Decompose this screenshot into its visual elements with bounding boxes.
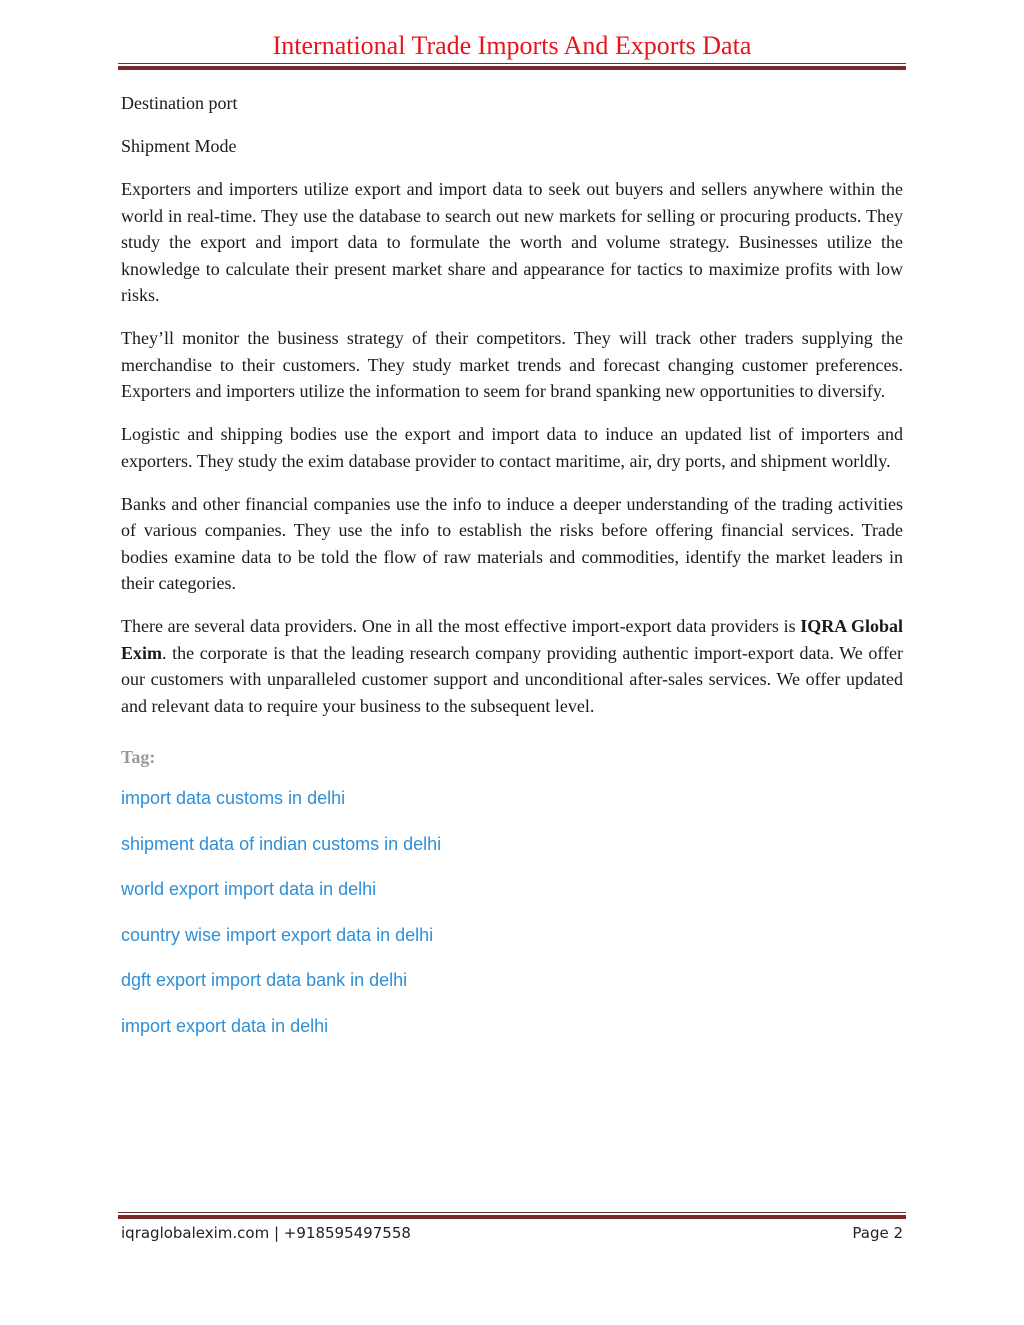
tag-label: Tag: (121, 747, 156, 767)
tag-link-dgft-export-import-data-bank[interactable]: dgft export import data bank in delhi (121, 970, 408, 990)
paragraph-data-providers (121, 613, 903, 719)
tag-link-import-data-customs[interactable]: import data customs in delhi (121, 788, 346, 808)
paragraph-logistics: Logistic and shipping bodies use the export and import data to induce an updated list of importers and exporters. They study the exim database provider to contact maritime, air, dry ports, and shipment worldly. (121, 424, 903, 471)
tag-link-country-wise-import-export[interactable]: country wise import export data in delhi (121, 924, 434, 945)
paragraph-exporters-importers: Exporters and importers utilize export and import data to seek out buyers and sellers anywhere within the world in real-time. They use the database to search out new markets for selling or procuring products. They study the export and import data to formulate the worth and volume strategy. Businesses utilize the knowledge to calculate their present market share and appearance for tactics to maximize profits with low risks. (121, 179, 903, 305)
paragraph-data-providers-rest: . the corporate is that the leading research company providing authentic import-export data. We offer our customers with unparalleled customer support and unconditional after-sales services. We offer updated and relevant data to require your business to the subsequent level. (121, 642, 903, 716)
tag-link-world-export-import-data[interactable]: world export import data in delhi (121, 879, 377, 899)
tag-link-import-export-data[interactable]: import export data in delhi (121, 1015, 329, 1036)
paragraph-competitors: They’ll monitor the business strategy of their competitors. They will track other traders supplying the merchandise to their customers. They study market trends and forecast changing customer preferences. Exporters and importers utilize the information to seem for brand spanking new opportunities to diversify. (121, 328, 903, 401)
shipment-mode-line: Shipment Mode (121, 136, 237, 156)
footer-contact: iqraglobalexim.com | +918595497558 (121, 1224, 411, 1242)
paragraph-banks: Banks and other financial companies use the info to induce a deeper understanding of the trading activities of various companies. They use the info to establish the risks before offering financial services. Trade bodies examine data to be told the flow of raw materials and commodities, identify the market leaders in their categories. (121, 493, 903, 593)
header-divider (118, 63, 906, 70)
page-header-title: International Trade Imports And Exports Data (272, 31, 752, 60)
paragraph-data-providers-intro: There are several data providers. One in all the most effective import-export data providers is (121, 616, 801, 636)
footer-page-number: Page 2 (852, 1224, 903, 1242)
document-body (121, 90, 903, 1059)
destination-port-line: Destination port (121, 93, 238, 113)
footer-divider (118, 1212, 906, 1219)
brand-name: IQRA Global Exim (121, 616, 903, 663)
tag-link-shipment-data-indian-customs[interactable]: shipment data of indian customs in delhi (121, 833, 442, 854)
